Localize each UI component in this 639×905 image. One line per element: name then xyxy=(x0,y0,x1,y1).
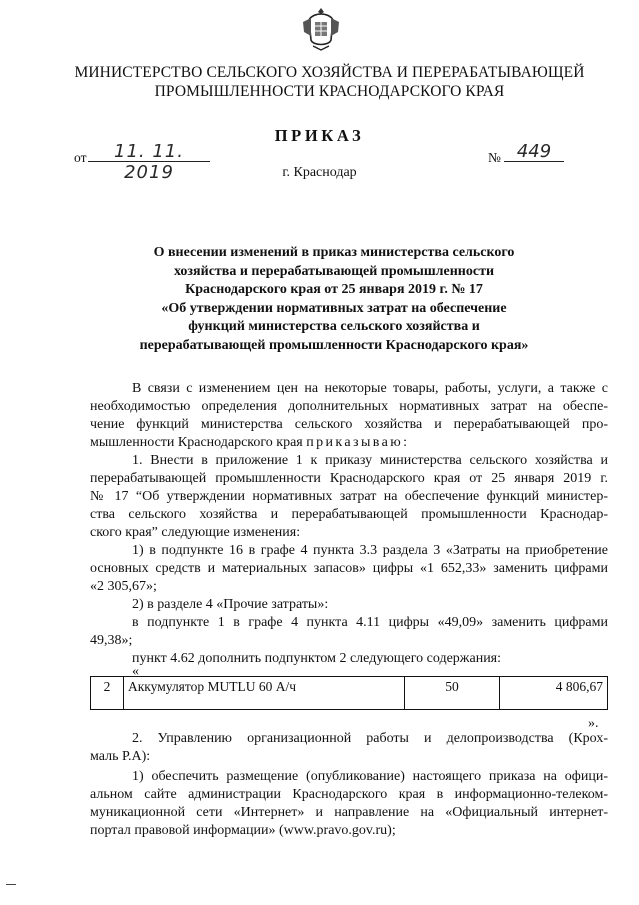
item1-line: перерабатывающей промышленности Краснодарского края от 25 января 2019 г. xyxy=(90,471,608,486)
item1-2-add-line: пункт 4.62 дополнить подпунктом 2 следующего содержания: xyxy=(132,651,502,666)
ministry-name xyxy=(40,63,619,101)
items-table xyxy=(90,676,608,710)
item2-1-line: 1) обеспечить размещение (опубликование) настоящего приказа на офици- xyxy=(132,769,608,784)
title-line: «Об утверждении нормативных затрат на обеспечение xyxy=(161,300,507,316)
item1-1-line: основных средств и материальных запасов» цифры «1 652,33» заменить цифрами xyxy=(90,561,608,576)
title-line: хозяйства и перерабатывающей промышленности xyxy=(173,263,495,279)
intro-line: В связи с изменением цен на некоторые товары, работы, услуги, а также с xyxy=(132,381,608,396)
date-label: от xyxy=(74,150,87,165)
item-price: 4 806,67 xyxy=(500,677,608,710)
item2-1-line: альном сайте администрации Краснодарского края в информационно-телеком- xyxy=(90,787,608,802)
order-date: 11. 11. 2019 xyxy=(88,141,210,162)
item1-2-sub-line: в подпункте 1 в графе 4 пункта 4.11 цифры «49,09» заменить цифрами xyxy=(132,615,608,630)
item1-line: ского края” следующие изменения: xyxy=(90,525,301,540)
item1-line: 1. Внести в приложение 1 к приказу министерства сельского хозяйства и xyxy=(132,453,608,468)
open-quote: « xyxy=(132,664,139,679)
order-number: 449 xyxy=(504,141,564,162)
item1-1-line: 1) в подпункте 16 в графе 4 пункта 3.3 раздела 3 «Затраты на приобретение xyxy=(132,543,608,558)
item-name: Аккумулятор MUTLU 60 А/ч xyxy=(124,677,405,710)
city: г. Краснодар xyxy=(282,165,357,180)
title-line: О внесении изменений в приказ министерства сельского xyxy=(153,245,515,260)
item-quantity: 50 xyxy=(405,677,500,710)
order-word: приказываю: xyxy=(306,435,410,450)
title-line: функций министерства сельского хозяйства и xyxy=(188,319,480,334)
ministry-line-2: ПРОМЫШЛЕННОСТИ КРАСНОДАРСКОГО КРАЯ xyxy=(154,83,505,100)
intro-line: необходимостью определения дополнительных нормативных затрат на обеспе- xyxy=(90,399,608,414)
title-line: Краснодарского края от 25 января 2019 г. № 17 xyxy=(185,282,483,297)
table-row xyxy=(91,677,608,710)
close-quote: ». xyxy=(588,716,599,731)
intro-last-text: мышленности Краснодарского края xyxy=(90,435,307,450)
item2-line: 2. Управлению организационной работы и делопроизводства (Крох- xyxy=(132,731,608,746)
document-type: ПРИКАЗ xyxy=(274,126,365,145)
item2-1-line: муникационной сети «Интернет» и направление на «Официальный интернет- xyxy=(90,805,608,820)
number-label: № xyxy=(488,150,501,165)
item1-2-line: 2) в разделе 4 «Прочие затраты»: xyxy=(132,597,329,612)
item1-1-line: «2 305,67»; xyxy=(90,579,157,594)
item2-1-line: портал правовой информации» (www.pravo.gov.ru); xyxy=(90,823,396,838)
margin-mark xyxy=(6,884,16,885)
title-line: перерабатывающей промышленности Краснодарского края» xyxy=(139,337,529,353)
coat-of-arms-icon xyxy=(301,6,341,52)
row-number: 2 xyxy=(91,677,124,710)
intro-line-last xyxy=(90,434,608,452)
document-title xyxy=(124,244,544,355)
ministry-line-1: МИНИСТЕРСТВО СЕЛЬСКОГО ХОЗЯЙСТВА И ПЕРЕРАБАТЫВАЮЩЕЙ xyxy=(74,64,585,81)
item2-line: маль Р.А): xyxy=(90,749,151,764)
intro-line: чение функций министерства сельского хозяйства и перерабатывающей про- xyxy=(90,417,608,432)
item1-line: ства сельского хозяйства и перерабатывающей промышленности Краснодар- xyxy=(90,507,608,522)
item1-2-sub-line: 49,38»; xyxy=(90,633,133,648)
item1-line: № 17 “Об утверждении нормативных затрат на обеспечение функций министер- xyxy=(90,489,608,504)
